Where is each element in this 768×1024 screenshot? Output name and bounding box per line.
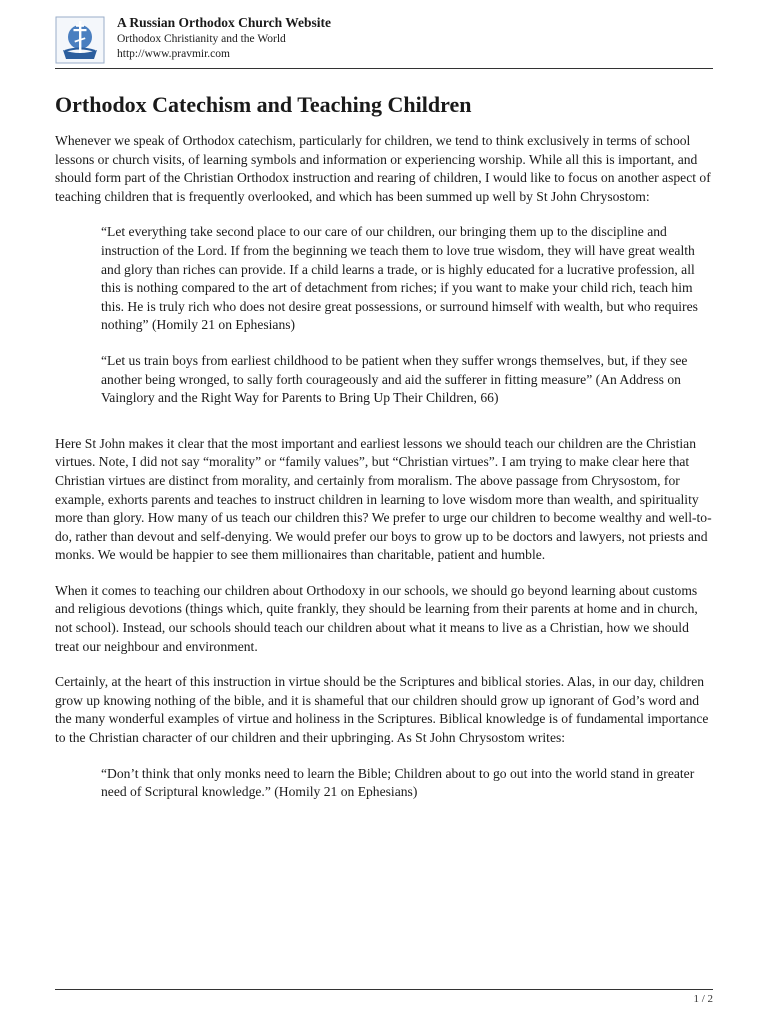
paragraph-christian-virtues: Here St John makes it clear that the most important and earliest lessons we should teach our children are the Christian virtues. Note, I did not say “morality” or “family values”, but “Christian virtues”. I am trying to make clear here that Christian virtues are distinct from morality, and certainly from moralism. The above passage from Chrysostom, for example, exhorts parents and teaches to instruct children in learning to love wisdom more than wealth, and spirituality more than glory. How many of us teach our children this? We prefer to urge our children to become wealthy and well-to-do, rather than devout and self-denying. We would prefer our boys to grow up to be doctors and lawyers, not priests and monks. We would be happier to see them millionaires than charitable, patient and humble. xyxy=(55,435,712,563)
spacer xyxy=(55,425,713,435)
page-number: 1 / 2 xyxy=(693,993,713,1005)
header-divider xyxy=(55,68,713,69)
site-subtitle: Orthodox Christianity and the World xyxy=(117,33,286,45)
site-info xyxy=(117,14,331,62)
church-logo-icon xyxy=(55,16,105,64)
quote-vainglory-address: “Let us train boys from earliest childhood to be patient when they suffer wrongs themselves, but, if they see another being wronged, to sally forth courageously and aid the sufferer in fitting measure” (An Address on Vainglory and the Right Way for Parents to Bring Up Their Children, 66) xyxy=(101,352,688,406)
article-title: Orthodox Catechism and Teaching Children xyxy=(55,92,472,117)
footer-divider xyxy=(55,989,713,990)
paragraph-schools: When it comes to teaching our children about Orthodoxy in our schools, we should go beyond learning about customs and religious devotions (things which, quite frankly, they should be learning from their parents at home and in church, not school). Instead, our schools should teach our children about what it means to live as a Christian, how we should treat our neighbour and environment. xyxy=(55,582,698,654)
quote-homily-21: “Let everything take second place to our care of our children, our bringing them up to the discipline and instruction of the Lord. If from the beginning we teach them to love true wisdom, they will have great wealth and glory than riches can provide. If a child learns a trade, or is highly educated for a lucrative profession, all this is nothing compared to the art of detachment from riches; if you want to make your child rich, teach him this. He is truly rich who does not desire great possessions, or surround himself with wealth, but who requires nothing” (Homily 21 on Ephesians) xyxy=(101,224,698,333)
article-body xyxy=(55,88,713,819)
site-url-link[interactable]: http://www.pravmir.com xyxy=(117,48,230,60)
paragraph-scriptures: Certainly, at the heart of this instruction in virtue should be the Scriptures and biblical stories. Alas, in our day, children grow up knowing nothing of the bible, and it is shameful that our children should grow up ignorant of God’s word and the many wonderful examples of virtue and holiness in the Scriptures. Biblical knowledge is of fundamental importance to the Christian character of our children and their upbringing. As St John Chrysostom writes: xyxy=(55,674,709,746)
page-header xyxy=(55,14,713,70)
site-title: A Russian Orthodox Church Website xyxy=(117,15,332,30)
paragraph-intro: Whenever we speak of Orthodox catechism, particularly for children, we tend to think exclusively in terms of school lessons or church visits, of learning symbols and information or experiencing worship. While all this is important, and should form part of the Christian Orthodox instruction and rearing of children, I would like to focus on another aspect of teaching children that is frequently overlooked, and which has been summed up well by St John Chrysostom: xyxy=(55,133,711,204)
quote-monks-bible: “Don’t think that only monks need to learn the Bible; Children about to go out into the world stand in greater need of Scriptural knowledge.” (Homily 21 on Ephesians) xyxy=(101,765,695,800)
